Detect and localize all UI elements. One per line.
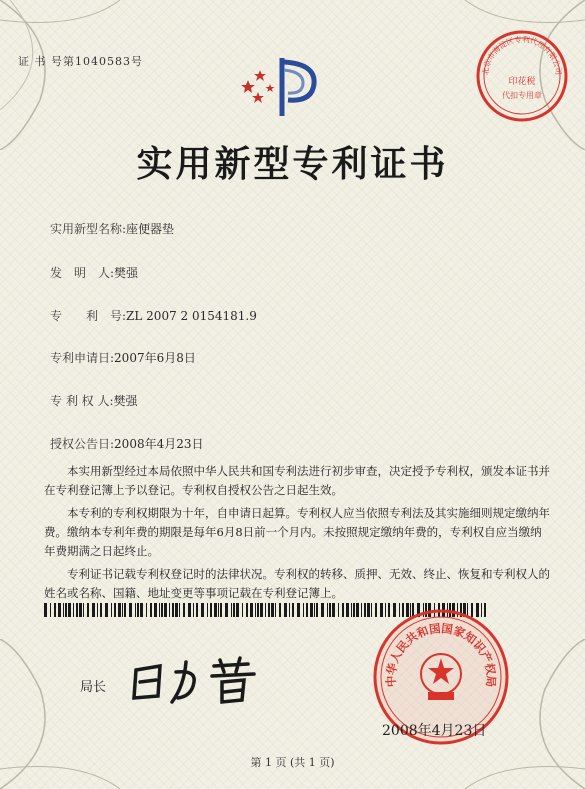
field-patent-number — [50, 307, 257, 324]
svg-text:代扣专用章: 代扣专用章 — [502, 91, 542, 100]
field-utility-model-name — [50, 220, 174, 237]
body-paragraph: 专利证书记载专利权登记时的法律状况。专利权的转移、质押、无效、终止、恢复和专利权人的姓名或名称、国籍、地址变更等事项记载在专利登记簿上。 — [44, 567, 550, 600]
field-value: 2007年6月8日 — [114, 351, 196, 365]
field-value: 樊强 — [113, 394, 138, 408]
svg-text:北京市海淀区专利代理有限公司: 北京市海淀区专利代理有限公司 — [480, 34, 564, 76]
field-label: 授权公告日: — [50, 437, 115, 451]
svg-text:印花税: 印花税 — [508, 77, 536, 87]
field-label: 专 利 权 人: — [50, 394, 114, 408]
field-label: 专 利 号: — [50, 309, 127, 323]
svg-text:中华人民共和国国家知识产权局: 中华人民共和国国家知识产权局 — [383, 621, 499, 688]
field-patentee — [50, 392, 138, 409]
body-paragraph: 本专利的专利权期限为十年，自申请日起算。专利权人应当依照专利法及其实施细则规定缴纳年费。缴纳本专利年费的期限是每年6月8日前一个月内。未按照规定缴纳年费的，专利权自应当缴纳年费期满之日起终止。 — [44, 506, 550, 558]
body-paragraph: 本实用新型经过本局依照中华人民共和国专利法进行初步审查，决定授予专利权，颁发本证书并在专利登记簿上予以登记。专利权自授权公告之日起生效。 — [44, 464, 550, 497]
field-value: ZL 2007 2 0154181.9 — [126, 309, 257, 323]
field-label: 发 明 人: — [50, 266, 115, 280]
field-value: 座便器垫 — [126, 222, 175, 236]
director-label: 局长 — [80, 680, 107, 695]
tax-seal-stamp — [474, 28, 570, 124]
field-inventor — [50, 264, 138, 281]
corner-ornament-top-left — [0, 0, 190, 150]
field-label: 专利申请日: — [50, 351, 115, 365]
seal-date: 2008年4月23日 — [382, 723, 487, 739]
director-signature — [128, 652, 268, 710]
field-application-date — [50, 349, 196, 366]
field-value: 2008年4月23日 — [114, 437, 204, 451]
field-label: 实用新型名称: — [50, 222, 127, 236]
certificate-title: 实用新型专利证书 — [136, 143, 449, 185]
field-value: 樊强 — [114, 266, 139, 280]
page-number: 第 1 页 (共 1 页) — [250, 756, 335, 769]
certificate-number: 证 书 号第1040583号 — [18, 55, 143, 68]
certificate-body — [44, 462, 552, 607]
sipo-logo-icon — [240, 50, 320, 120]
field-grant-date — [50, 435, 204, 452]
